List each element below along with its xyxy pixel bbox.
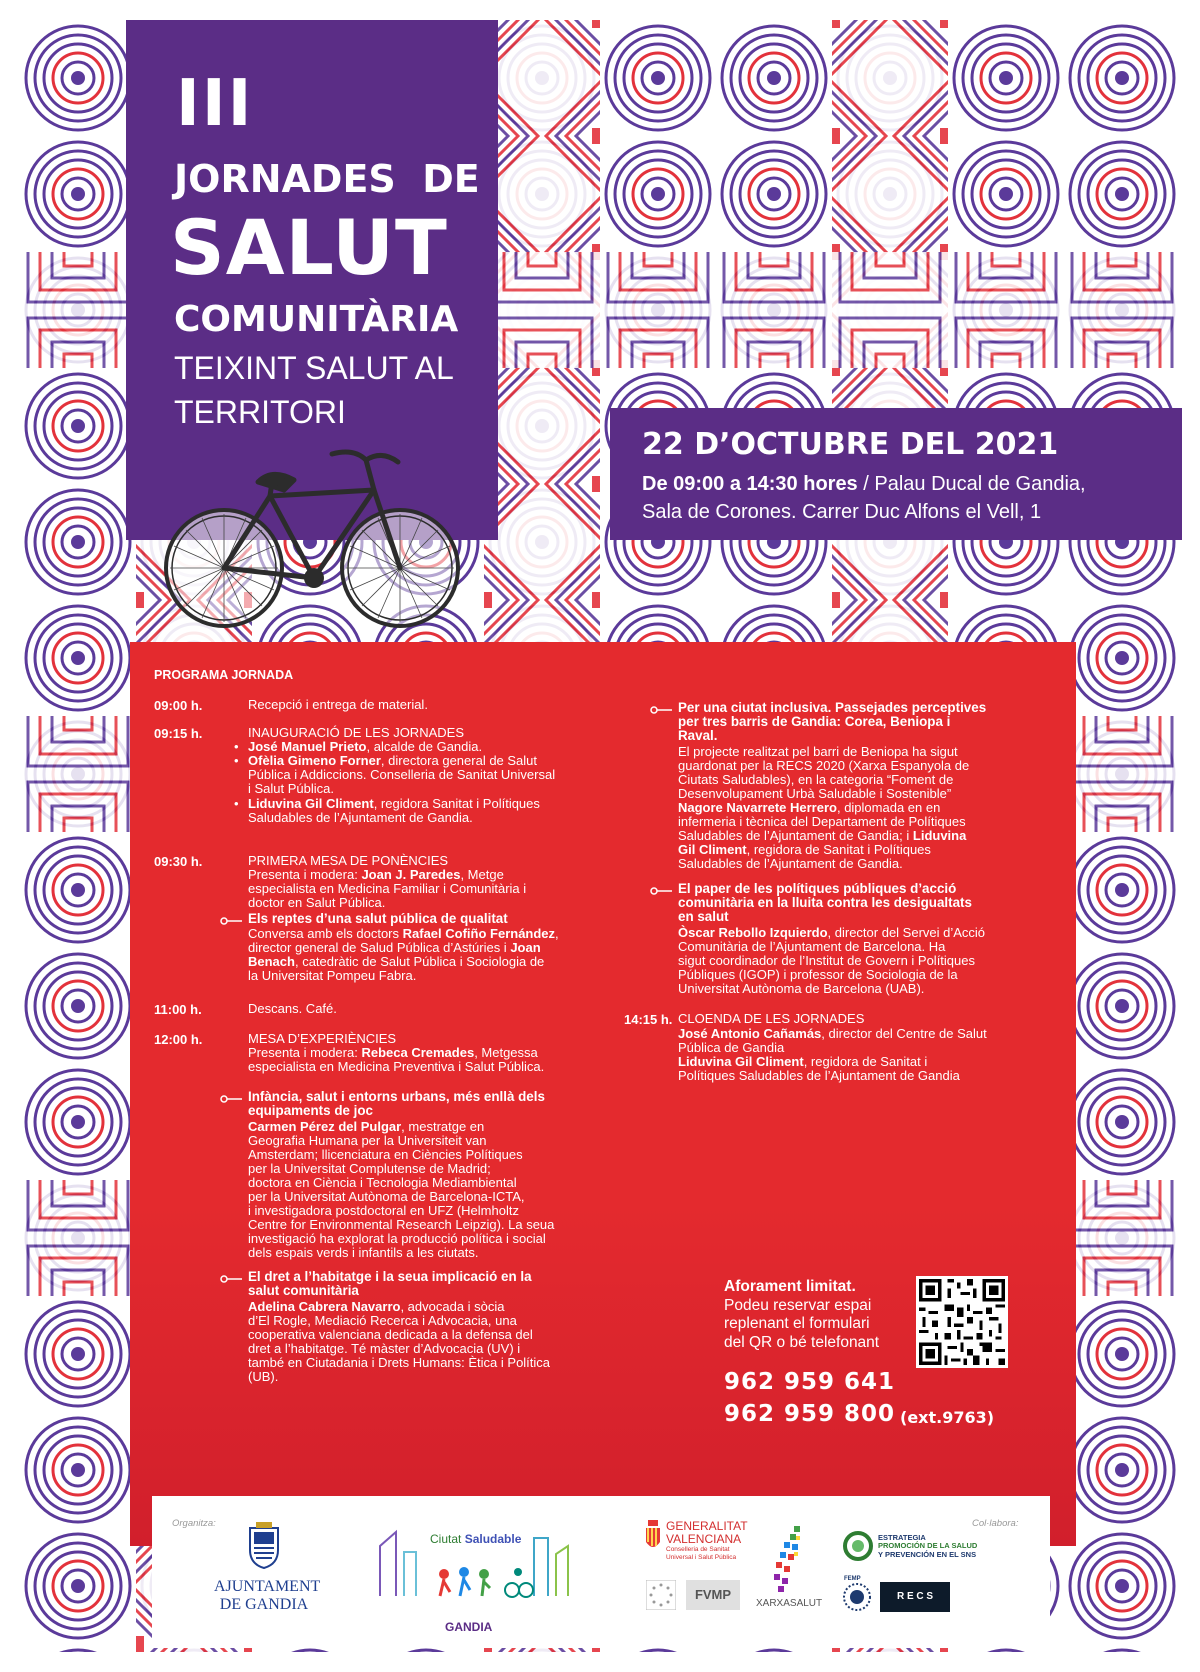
recs-logo: R E C S: [880, 1582, 950, 1612]
item-inauguracio: INAUGURACIÓ DE LES JORNADES: [248, 725, 464, 740]
dret-l2: d’El Rogle, Mediació Recerca i Advocacia, una: [248, 1313, 517, 1328]
mesa1-presenta: Presenta i modera: Joan J. Paredes, Metge: [248, 867, 504, 882]
inaug-1: José Manuel Prieto, alcalde de Gandia.: [248, 739, 483, 754]
bullet-3: •: [234, 796, 239, 811]
subtitle-line-2: TERRITORI: [174, 394, 346, 430]
phone-extension: (ext.9763): [900, 1408, 995, 1427]
paper-l5: Universitat Autònoma de Barcelona (UAB).: [678, 981, 925, 996]
phone-2[interactable]: 962 959 800: [724, 1401, 896, 1427]
event-date: 22 D’OCTUBRE DEL 2021: [642, 427, 1059, 462]
time-1200: 12:00 h.: [154, 1032, 203, 1047]
time-0900: 09:00 h.: [154, 698, 203, 713]
title-comunitaria: COMUNITÀRIA: [174, 299, 459, 340]
dret-l3: cooperativa valenciana dedicada a la defensa del: [248, 1327, 533, 1342]
mesa2-l2: especialista en Medicina Preventiva i Salut Pública.: [248, 1059, 545, 1074]
time-1100: 11:00 h.: [154, 1002, 202, 1017]
infancia-l1: Carmen Pérez del Pulgar, mestratge en: [248, 1119, 485, 1134]
mesa1-l3: doctor en Salut Pública.: [248, 895, 386, 910]
key-icon: [650, 705, 672, 715]
estrategia-logo: ESTRATEGIA PROMOCIÓN DE LA SALUD Y PREVENCIÓN EN EL SNS: [878, 1533, 978, 1559]
ciutat-title-2: per tres barris de Gandia: Corea, Beniopa i: [678, 714, 951, 729]
infancia-l5: doctora en Ciència i Tecnologia Mediambiental: [248, 1175, 517, 1190]
bullet-1: •: [234, 739, 239, 754]
item-mesa1: PRIMERA MESA DE PONÈNCIES: [248, 853, 449, 868]
reptes-l3: Benach, catedràtic de Salut Pública i Sociologia de: [248, 954, 545, 969]
ciutat-l2: guardonat per la RECS 2020 (Xarxa Espanyola de: [678, 758, 970, 773]
bicycle-illustration: [162, 440, 462, 646]
ciutat-l3: Ciutats Saludables), en la categoria “Foment de: [678, 772, 954, 787]
infancia-l9: investigació ha explorat la producció política i social: [248, 1231, 546, 1246]
infancia-l4: per la Universitat Complutense de Madrid;: [248, 1161, 491, 1176]
infancia-l2: Geografia Humana per la Universiteit van: [248, 1133, 487, 1148]
ciutat-title-3: Raval.: [678, 728, 718, 743]
ciutat-l5: Nagore Navarrete Herrero, diplomada en en: [678, 800, 941, 815]
xarxasalut-text: XARXASALUT: [756, 1598, 823, 1609]
dret-l1: Adelina Cabrera Navarro, advocada i sòcia: [248, 1299, 505, 1314]
generalitat-emblem-icon: [644, 1518, 662, 1552]
program-panel: [130, 642, 1076, 1546]
inaug-2-l3: i Salut Pública.: [248, 781, 334, 796]
title-jornades: JORNADES DE: [174, 157, 480, 201]
infancia-l7: i investigadora postdoctoral en UFZ (Helmholtz: [248, 1203, 519, 1218]
reptes-l1: Conversa amb els doctors Rafael Cofiño Fernández,: [248, 926, 559, 941]
inaug-3-l2: Saludables de l’Ajuntament de Gandia.: [248, 810, 473, 825]
ajuntament-logo: AJUNTAMENT DE GANDIA: [214, 1578, 321, 1613]
ciutat-l9: Saludables de l’Ajuntament de Gandia.: [678, 856, 903, 871]
paper-l3: sigut coordinador de l’Institut de Govern i Polítiques: [678, 953, 976, 968]
paper-l1: Òscar Rebollo Izquierdo, director del Servei d’Acció: [678, 925, 986, 940]
booking-l2: replenant el formulari: [724, 1315, 870, 1333]
program-title: PROGRAMA JORNADA: [154, 668, 294, 682]
inaug-2-l2: Pública i Addiccions. Conselleria de Sanitat Universal: [248, 767, 556, 782]
paper-l4: Públiques (IGOP) i professor de Sociologia de la: [678, 967, 958, 982]
date-box: [610, 408, 1182, 540]
ciutat-saludable-gandia: GANDIA: [445, 1620, 493, 1634]
cloenda-l2: Pública de Gandia: [678, 1040, 785, 1055]
item-descans: Descans. Café.: [248, 1001, 337, 1016]
generalitat-logo: GENERALITAT VALENCIANA Conselleria de Sanitat Universal i Salut Pública: [666, 1519, 748, 1561]
phone-1[interactable]: 962 959 641: [724, 1369, 896, 1395]
cloenda-l3: Liduvina Gil Climent, regidora de Sanitat i: [678, 1054, 928, 1069]
event-time-place: [642, 470, 1086, 498]
key-icon: [650, 886, 672, 896]
event-place-part1: / Palau Ducal de Gandia,: [857, 473, 1086, 495]
ciutat-saludable-text: Ciutat Saludable: [430, 1532, 522, 1546]
infancia-title-2: equipaments de joc: [248, 1103, 374, 1118]
dret-l4: dret a l’habitatge. Té màster d’Advocacia (UV) i: [248, 1341, 521, 1356]
estrategia-circle-icon: [842, 1530, 874, 1562]
ciutat-l1: El projecte realitzat pel barri de Beniopa ha sigut: [678, 744, 958, 759]
dret-title-2: salut comunitària: [248, 1283, 359, 1298]
ciutat-title-1: Per una ciutat inclusiva. Passejades perceptives: [678, 700, 987, 715]
infancia-l3: Amsterdam; llicenciatura en Ciències Polítiques: [248, 1147, 523, 1162]
paper-title-3: en salut: [678, 909, 729, 924]
booking-info: [724, 1278, 900, 1352]
dret-l6: (UB).: [248, 1369, 279, 1384]
gandia-coat-of-arms-icon: [244, 1522, 284, 1570]
event-place-part2: Sala de Corones. Carrer Duc Alfons el Vell, 1: [642, 501, 1042, 523]
item-cloenda: CLOENDA DE LES JORNADES: [678, 1011, 865, 1026]
booking-title: Aforament limitat.: [724, 1278, 856, 1295]
ciutat-l4: Desenvolupament Urbà Saludable i Sostenible”: [678, 786, 952, 801]
inaug-3: Liduvina Gil Climent, regidora Sanitat i Polítiques: [248, 796, 540, 811]
sponsors-footer: [152, 1496, 1050, 1648]
inaug-2: Ofèlia Gimeno Forner, directora general de Salut: [248, 753, 538, 768]
title-salut: SALUT: [170, 203, 448, 292]
organitza-label: Organitza:: [172, 1518, 216, 1529]
key-icon: [220, 1274, 242, 1284]
event-hours: De 09:00 a 14:30 hores: [642, 473, 858, 495]
key-icon: [220, 1094, 242, 1104]
dret-l5: també en Ciutadania i Drets Humans: Ètica i Política: [248, 1355, 551, 1370]
booking-l1: Podeu reservar espai: [724, 1296, 872, 1314]
fvmp-logo: FVMP: [686, 1580, 740, 1610]
mesa2-presenta: Presenta i modera: Rebeca Cremades, Metgessa: [248, 1045, 538, 1060]
collabora-label: Col·labora:: [972, 1518, 1019, 1529]
femp-logo-icon: [842, 1582, 872, 1612]
subtitle-line-1: TEIXINT SALUT AL: [174, 350, 454, 386]
item-recepcio: Recepció i entrega de material.: [248, 697, 428, 712]
cloenda-l1: José Antonio Cañamás, director del Centre de Salut: [678, 1026, 987, 1041]
time-0930: 09:30 h.: [154, 854, 203, 869]
time-1415: 14:15 h.: [624, 1012, 673, 1027]
paper-l2: Comunitària de l’Ajuntament de Barcelona. Ha: [678, 939, 946, 954]
booking-l3: del QR o bé telefonant: [724, 1333, 880, 1351]
xarxasalut-map-icon: [764, 1524, 812, 1594]
ciutat-l7: Saludables de l’Ajuntament de Gandia; i Liduvina: [678, 828, 967, 843]
eu-stars-icon: [646, 1580, 676, 1610]
infancia-l6: per la Universitat Autònoma de Barcelona-ICTA,: [248, 1189, 525, 1204]
key-icon: [220, 916, 242, 926]
infancia-title-1: Infància, salut i entorns urbans, més enllà dels: [248, 1089, 545, 1104]
edition-number: III: [176, 67, 254, 141]
cloenda-l4: Polítiques Saludables de l’Ajuntament de Gandia: [678, 1068, 960, 1083]
paper-title-2: comunitària en la lluita contra les desigualtats: [678, 895, 972, 910]
reptes-title: Els reptes d’una salut pública de qualitat: [248, 911, 508, 926]
mesa1-l2: especialista en Medicina Familiar i Comunitària i: [248, 881, 527, 896]
infancia-l8: Centre for Environmental Research Leipzig). La seua: [248, 1217, 555, 1232]
time-0915: 09:15 h.: [154, 726, 203, 741]
dret-title-1: El dret a l’habitatge i la seua implicació en la: [248, 1269, 532, 1284]
qr-code[interactable]: [916, 1276, 1008, 1368]
ciutat-l8: Gil Climent, regidora de Sanitat i Polítiques: [678, 842, 931, 857]
reptes-l2: director general de Salud Pública d’Astúries i Joan: [248, 940, 541, 955]
femp-text: FEMP: [844, 1576, 861, 1582]
ciutat-l6: infermeria i tècnica del Departament de Polítiques: [678, 814, 966, 829]
bullet-2: •: [234, 753, 239, 768]
item-mesa2: MESA D’EXPERIÈNCIES: [248, 1031, 397, 1046]
paper-title-1: El paper de les polítiques públiques d’acció: [678, 881, 957, 896]
reptes-l4: la Universitat Pompeu Fabra.: [248, 968, 417, 983]
infancia-l10: dels espais verds i infantils a les ciutats.: [248, 1245, 479, 1260]
